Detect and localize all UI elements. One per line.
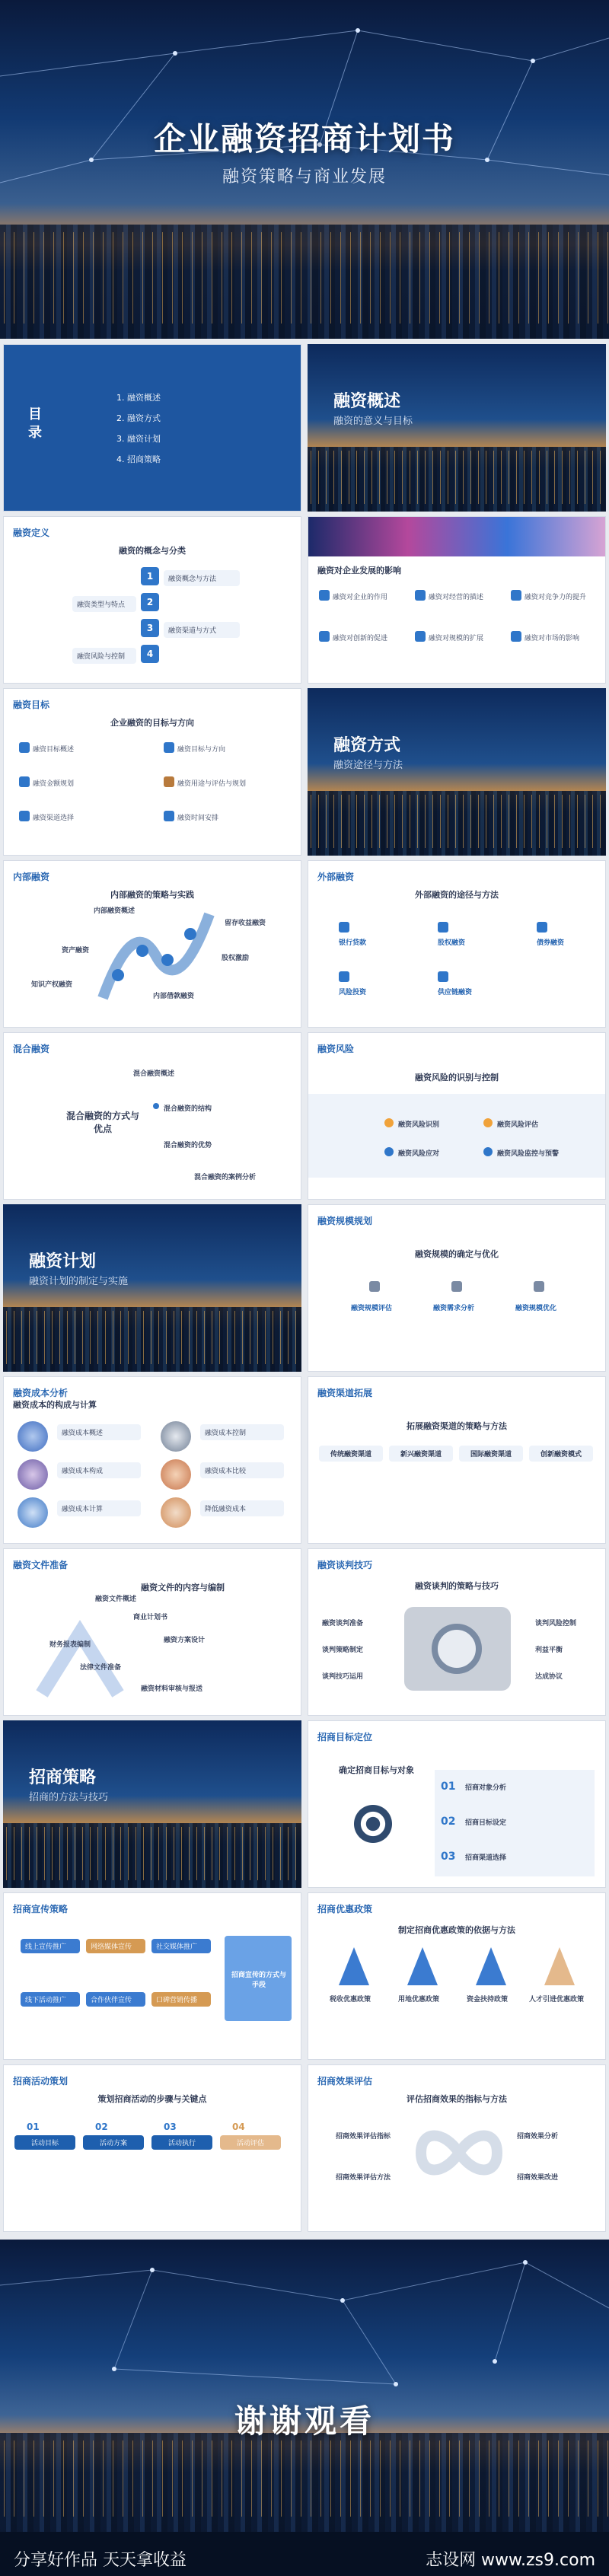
row-label: 融资金额规划	[33, 780, 75, 788]
item-label: 招商效果评估指标	[336, 2133, 391, 2141]
slide-definition	[3, 516, 301, 684]
slide-tag: 融资目标	[13, 700, 50, 710]
slide-title: 外部融资的途径与方法	[415, 890, 499, 900]
bond-icon	[537, 922, 547, 933]
item-label: 网络媒体宣传	[86, 1939, 145, 1953]
card-label: 融资对市场的影响	[525, 635, 580, 642]
item-label: 财务报表编制	[49, 1641, 91, 1649]
item-label: 税收优惠政策	[330, 1996, 371, 2004]
item-label: 内部融资概述	[94, 907, 136, 915]
city-lights	[3, 1311, 301, 1364]
venture-icon	[339, 971, 349, 982]
city-lights	[308, 451, 606, 504]
item-label: 合作伙伴宣传	[86, 1992, 145, 2007]
market-icon	[511, 631, 521, 642]
slide-nego	[308, 1548, 606, 1716]
row-label: 融资目标与方向	[177, 746, 226, 754]
item-label: 融资材料审核与报送	[141, 1685, 203, 1693]
building-icon	[415, 631, 426, 642]
item-label: 用地优惠政策	[398, 1996, 440, 2004]
item-label: 融资成本控制	[200, 1424, 284, 1440]
risk-icon	[384, 1147, 394, 1156]
target-number: 03	[441, 1851, 456, 1863]
item-label: 招商效果改进	[517, 2174, 559, 2182]
slide-title: 内部融资的策略与实践	[110, 890, 194, 900]
slide-channel	[308, 1376, 606, 1544]
chart-icon	[319, 590, 330, 601]
item-label: 混合融资概述	[133, 1070, 175, 1078]
item-label: 股权融资	[438, 939, 466, 947]
slide-tag: 融资谈判技巧	[317, 1560, 373, 1570]
slide-tag: 招商目标定位	[317, 1732, 373, 1742]
step-label: 融资风险与控制	[72, 648, 136, 664]
slide-eval	[308, 2064, 606, 2232]
row-label: 融资时间安排	[177, 815, 219, 822]
item-label: 知识产权融资	[31, 981, 73, 989]
equity-icon	[438, 922, 448, 933]
item-label: 混合融资的结构	[164, 1105, 212, 1113]
slide-tag: 融资文件准备	[13, 1560, 69, 1570]
step-number: 1	[141, 567, 159, 585]
triangle-graphics	[308, 1943, 606, 1989]
item-label: 融资成本比较	[200, 1462, 284, 1478]
slide-target	[308, 1720, 606, 1888]
usage-icon	[164, 776, 174, 787]
target-icon	[346, 1797, 400, 1851]
item-label: 招商目标设定	[465, 1819, 507, 1827]
item-label: 口碑营销传播	[151, 1992, 211, 2007]
goal-icon	[19, 742, 30, 753]
slide-section-way	[308, 688, 606, 856]
card-label: 融资对企业的作用	[333, 594, 388, 601]
slide-tag: 外部融资	[317, 872, 355, 882]
slide-title: 制定招商优惠政策的依据与方法	[398, 1925, 515, 1935]
slide-title: 融资对企业发展的影响	[317, 566, 401, 575]
slide-section-overview	[308, 344, 606, 512]
network-lines	[0, 2240, 609, 2532]
risk-icon	[483, 1118, 493, 1127]
item-label: 融资方案设计	[164, 1637, 206, 1644]
bank-icon	[339, 922, 349, 933]
camera-icon	[404, 1607, 511, 1691]
slide-tag: 招商优惠政策	[317, 1904, 373, 1914]
item-label: 银行贷款	[339, 939, 367, 947]
item-label: 活动方案	[83, 2135, 144, 2150]
step-number: 01	[27, 2122, 40, 2132]
item-label: 法律文件准备	[80, 1664, 122, 1672]
slide-title: 融资的概念与分类	[119, 546, 186, 556]
slide-title: 融资成本的构成与计算	[13, 1400, 97, 1410]
slide-toc	[3, 344, 301, 512]
closing-title: 谢谢观看	[234, 2402, 375, 2440]
target-number: 01	[441, 1781, 456, 1793]
item-label: 社交媒体推广	[151, 1939, 211, 1953]
target-icon	[415, 590, 426, 601]
item-label: 融资规模评估	[351, 1305, 393, 1312]
item-label: 活动评估	[220, 2135, 281, 2150]
item-label: 招商渠道选择	[465, 1854, 507, 1862]
step-label: 融资概念与方法	[164, 570, 240, 586]
toc-item: 2. 融资方式	[116, 413, 161, 423]
step-number: 3	[141, 619, 159, 637]
item-label: 传统融资渠道	[319, 1446, 383, 1462]
supply-icon	[438, 971, 448, 982]
card-label: 融资对竞争力的提升	[525, 594, 587, 601]
slide-outer	[308, 860, 606, 1028]
item-label: 招商效果评估方法	[336, 2174, 391, 2182]
card-label: 融资对经营的描述	[429, 594, 484, 601]
section-subtitle: 融资途径与方法	[333, 760, 403, 771]
item-label: 融资成本概述	[57, 1424, 141, 1440]
slide-scale	[308, 1204, 606, 1372]
slide-title: 确定招商目标与对象	[339, 1765, 414, 1775]
item-label: 融资成本构成	[57, 1462, 141, 1478]
direction-icon	[164, 742, 174, 753]
row-label: 融资目标概述	[33, 746, 75, 754]
slide-event	[3, 2064, 301, 2232]
city-lights	[3, 1827, 301, 1880]
slide-risk	[308, 1032, 606, 1200]
slide-mix	[3, 1032, 301, 1200]
item-label: 融资风险应对	[398, 1150, 440, 1158]
slide-title: 评估招商效果的指标与方法	[407, 2094, 507, 2104]
slide-tag: 融资渠道拓展	[317, 1388, 373, 1398]
slide-inner	[3, 860, 301, 1028]
thumb-image	[161, 1459, 191, 1490]
risk-icon	[483, 1147, 493, 1156]
item-label: 谈判策略制定	[322, 1647, 364, 1654]
item-label: 线上宣传推广	[21, 1939, 80, 1953]
section-title: 融资概述	[333, 392, 401, 411]
slide-section-invest	[3, 1720, 301, 1888]
step-number: 04	[232, 2122, 245, 2132]
item-label: 达成协议	[535, 1673, 563, 1681]
item-label: 融资需求分析	[433, 1305, 475, 1312]
slide-doc	[3, 1548, 301, 1716]
slide-tag: 混合融资	[13, 1044, 50, 1054]
channel-icon	[19, 811, 30, 821]
risk-panel	[308, 1094, 605, 1178]
hero-title: 企业融资招商计划书	[153, 120, 455, 158]
item-label: 资产融资	[62, 947, 90, 955]
item-label: 谈判风险控制	[535, 1620, 577, 1628]
amount-icon	[19, 776, 30, 787]
section-subtitle: 融资的意义与目标	[333, 416, 413, 427]
item-label: 商业计划书	[133, 1614, 168, 1621]
row-label: 融资渠道选择	[33, 815, 75, 822]
slide-title: 拓展融资渠道的策略与方法	[407, 1421, 507, 1431]
clock-icon	[164, 811, 174, 821]
footer-slogan: 分享好作品 天天拿收益	[14, 2551, 187, 2570]
toc-item: 4. 招商策略	[116, 454, 161, 464]
slide-tag: 融资成本分析	[13, 1388, 69, 1398]
arrow-graphic	[34, 1618, 133, 1701]
slide-tag: 内部融资	[13, 872, 50, 882]
target-number: 02	[441, 1816, 456, 1828]
step-number: 03	[164, 2122, 177, 2132]
footer-site[interactable]: 志设网 www.zs9.com	[426, 2551, 595, 2570]
item-label: 留存收益融资	[225, 920, 266, 927]
item-label: 融资谈判准备	[322, 1620, 364, 1628]
item-label: 混合融资的案例分析	[194, 1174, 257, 1181]
slide-tag: 融资定义	[13, 528, 50, 538]
slide-title: 融资文件的内容与编制	[141, 1583, 225, 1592]
section-subtitle: 融资计划的制定与实施	[29, 1276, 129, 1287]
highlight-text: 招商宣传的方式与手段	[231, 1972, 286, 1989]
scale-icon	[369, 1281, 380, 1292]
item-label: 融资成本计算	[57, 1500, 141, 1516]
item-label: 股权激励	[222, 955, 250, 962]
item-label: 风险投资	[339, 989, 367, 996]
slide-tag: 招商宣传策略	[13, 1904, 69, 1914]
step-number: 4	[141, 645, 159, 663]
thumb-image	[18, 1459, 48, 1490]
trend-icon	[511, 590, 521, 601]
slide-title: 融资规模的确定与优化	[415, 1249, 499, 1259]
item-label: 内部借款融资	[153, 993, 195, 1000]
thumb-image	[161, 1421, 191, 1452]
section-title: 招商策略	[29, 1768, 97, 1787]
hero-subtitle: 融资策略与商业发展	[222, 167, 387, 187]
closing-banner	[0, 2240, 609, 2532]
slide-title: 融资谈判的策略与技巧	[415, 1581, 499, 1591]
section-subtitle: 招商的方法与技巧	[29, 1792, 109, 1803]
slide-title: 企业融资的目标与方向	[110, 718, 194, 728]
item-label: 创新融资模式	[529, 1446, 593, 1462]
item-label: 人才引进优惠政策	[529, 1996, 585, 2004]
toc-item: 3. 融资计划	[116, 434, 161, 444]
infinity-icon	[413, 2126, 505, 2179]
slide-goal	[3, 688, 301, 856]
item-label: 融资规模优化	[515, 1305, 557, 1312]
item-label: 融资风险评估	[497, 1121, 539, 1129]
item-label: 活动执行	[151, 2135, 212, 2150]
item-label: 融资风险监控与预警	[497, 1150, 560, 1158]
optimize-icon	[534, 1281, 544, 1292]
footer-bar	[0, 2532, 609, 2576]
item-label: 招商对象分析	[465, 1784, 507, 1792]
city-lights	[308, 795, 606, 848]
item-label: 融资风险识别	[398, 1121, 440, 1129]
toc-item: 1. 融资概述	[116, 393, 161, 403]
step-label: 融资类型与特点	[72, 596, 136, 612]
analysis-icon	[451, 1281, 462, 1292]
item-label: 利益平衡	[535, 1647, 563, 1654]
camera-lens-icon	[432, 1624, 482, 1674]
slide-title: 策划招商活动的步骤与关键点	[97, 2094, 207, 2104]
item-label: 招商效果分析	[517, 2133, 559, 2141]
item-label: 供应链融资	[438, 989, 473, 996]
row-label: 融资用途与评估与规划	[177, 780, 247, 788]
risk-icon	[384, 1118, 394, 1127]
item-label: 融资文件概述	[95, 1596, 137, 1603]
slide-tag: 融资风险	[317, 1044, 355, 1054]
item-label: 线下活动推广	[21, 1992, 80, 2007]
bulb-icon	[319, 631, 330, 642]
step-number: 02	[95, 2122, 108, 2132]
step-number: 2	[141, 593, 159, 611]
slide-cost	[3, 1376, 301, 1544]
item-label: 活动目标	[14, 2135, 75, 2150]
toc-list	[116, 387, 161, 470]
thumb-image	[18, 1421, 48, 1452]
item-label: 国际融资渠道	[459, 1446, 523, 1462]
section-title: 融资方式	[333, 736, 401, 755]
target-panel	[435, 1770, 595, 1876]
slide-section-plan	[3, 1204, 301, 1372]
section-title: 融资计划	[29, 1252, 97, 1271]
card-label: 融资对创新的促进	[333, 635, 388, 642]
slide-tag: 融资规模规划	[317, 1216, 373, 1226]
card-label: 融资对规模的扩展	[429, 635, 484, 642]
item-label: 混合融资的优势	[164, 1142, 212, 1149]
hero-banner	[0, 0, 609, 339]
slide-impact	[308, 516, 606, 684]
item-label: 降低融资成本	[200, 1500, 284, 1516]
thumb-image	[161, 1497, 191, 1528]
slide-policy	[308, 1892, 606, 2060]
slide-title: 融资风险的识别与控制	[415, 1073, 499, 1082]
wave-banner	[308, 517, 606, 556]
toc-title: 目录	[28, 406, 42, 441]
slide-tag: 招商活动策划	[13, 2076, 69, 2087]
item-label: 资金扶持政策	[467, 1996, 509, 2004]
slide-title: 混合融资的方式与优点	[65, 1111, 139, 1134]
step-label: 融资渠道与方式	[164, 622, 240, 638]
bullet-dot	[153, 1103, 159, 1109]
slide-istrat	[3, 1892, 301, 2060]
thumb-image	[18, 1497, 48, 1528]
item-label: 谈判技巧运用	[322, 1673, 364, 1681]
item-label: 新兴融资渠道	[389, 1446, 453, 1462]
item-label: 债券融资	[537, 939, 565, 947]
slide-tag: 招商效果评估	[317, 2076, 373, 2087]
